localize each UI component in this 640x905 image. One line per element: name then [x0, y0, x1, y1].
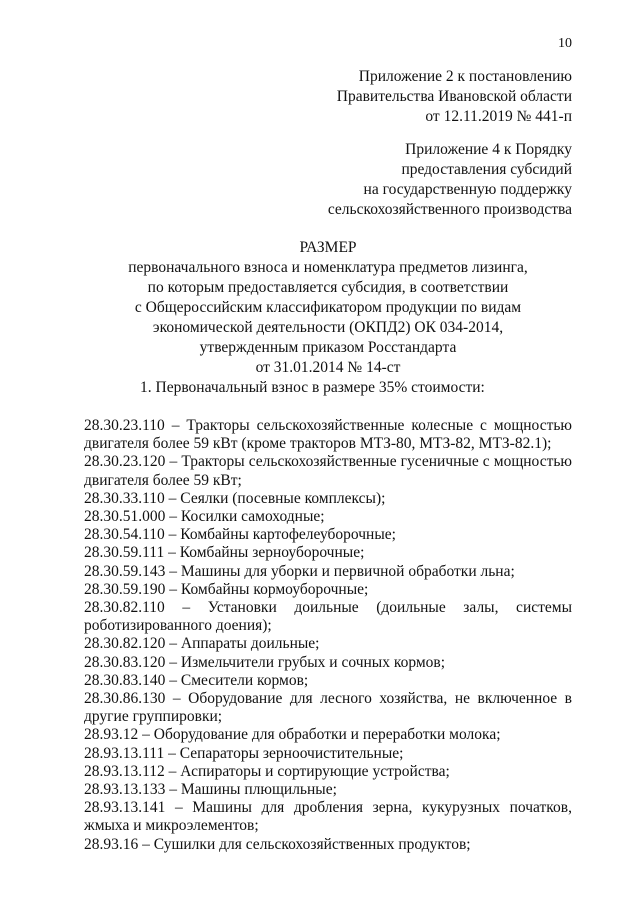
- list-item: 28.93.13.141 – Машины для дробления зерна, кукурузных початков, жмыха и микроэлементов;: [84, 799, 572, 835]
- list-item: 28.30.59.190 – Комбайны кормоуборочные;: [84, 580, 369, 598]
- item-list: [84, 417, 572, 854]
- document-title: [84, 238, 572, 378]
- attachment-2-line: на государственную поддержку: [363, 181, 572, 198]
- list-item: 28.30.23.120 – Тракторы сельскохозяйственные гусеничные с мощностью двигателя более 59 кВт;: [84, 453, 572, 489]
- section-heading: 1. Первоначальный взнос в размере 35% стоимости:: [140, 379, 485, 396]
- title-line: утвержденным приказом Росстандарта: [199, 339, 457, 356]
- attachment-2-line: предоставления субсидий: [401, 161, 572, 178]
- list-item: 28.30.82.110 – Установки доильные (доильные залы, системы роботизированного доения);: [84, 599, 572, 635]
- list-item: 28.30.83.140 – Смесители кормов;: [84, 671, 309, 689]
- list-item: 28.30.59.143 – Машины для уборки и первичной обработки льна;: [84, 562, 515, 580]
- list-item: 28.93.16 – Сушилки для сельскохозяйственных продуктов;: [84, 835, 471, 853]
- list-item: 28.30.33.110 – Сеялки (посевные комплексы);: [84, 489, 386, 507]
- attachment-1-line: Приложение 2 к постановлению: [358, 68, 572, 85]
- list-item: 28.93.13.111 – Сепараторы зерноочистительные;: [84, 744, 404, 762]
- list-item: 28.30.59.111 – Комбайны зерноуборочные;: [84, 544, 365, 562]
- list-item: 28.93.12 – Оборудование для обработки и переработки молока;: [84, 726, 501, 744]
- attachment-1-line: Правительства Ивановской области: [336, 88, 572, 105]
- title-line: РАЗМЕР: [299, 239, 357, 256]
- list-item: 28.93.13.112 – Аспираторы и сортирующие устройства;: [84, 762, 450, 780]
- title-line: от 31.01.2014 № 14-ст: [255, 359, 401, 376]
- attachment-1-line: от 12.11.2019 № 441-п: [425, 108, 572, 125]
- list-item: 28.30.23.110 – Тракторы сельскохозяйственные колесные с мощностью двигателя более 59 кВт (кроме тракторов МТЗ-80, МТЗ-82, МТЗ-82.1);: [84, 417, 572, 453]
- list-item: 28.30.86.130 – Оборудование для лесного хозяйства, не включенное в другие группировки;: [84, 690, 572, 726]
- list-item: 28.30.51.000 – Косилки самоходные;: [84, 508, 325, 526]
- title-line: с Общероссийским классификатором продукции по видам: [134, 299, 522, 316]
- title-line: по которым предоставляется субсидия, в соответствии: [147, 279, 509, 296]
- attachment-2-line: сельскохозяйственного производства: [327, 201, 572, 218]
- title-line: экономической деятельности (ОКПД2) ОК 034-2014,: [152, 319, 504, 336]
- attachment-note-1: [212, 67, 572, 127]
- list-item: 28.93.13.133 – Машины плющильные;: [84, 781, 337, 799]
- attachment-2-line: Приложение 4 к Порядку: [405, 141, 572, 158]
- title-line: первоначального взноса и номенклатура предметов лизинга,: [128, 259, 528, 276]
- list-item: 28.30.83.120 – Измельчители грубых и сочных кормов;: [84, 653, 446, 671]
- list-item: 28.30.54.110 – Комбайны картофелеуборочные;: [84, 526, 396, 544]
- list-item: 28.30.82.120 – Аппараты доильные;: [84, 635, 320, 653]
- attachment-note-2: [212, 140, 572, 220]
- page-number: 10: [558, 36, 572, 51]
